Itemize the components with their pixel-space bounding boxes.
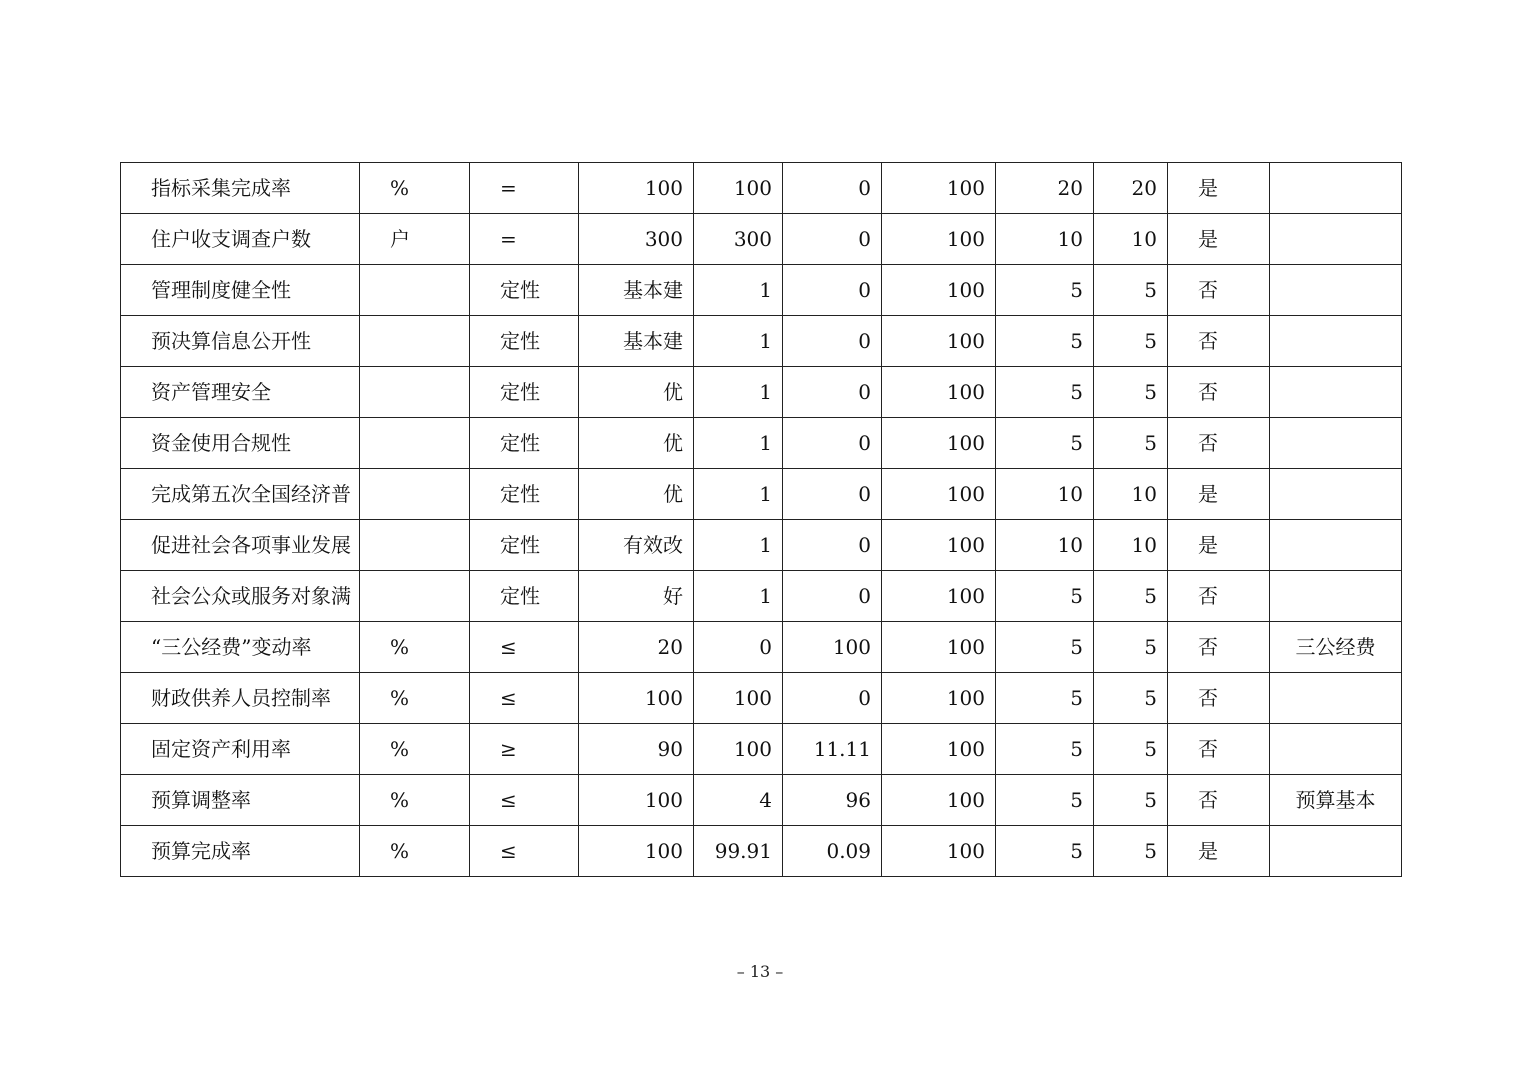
weight-cell: 5 bbox=[996, 622, 1094, 673]
target-value-cell: 100 bbox=[579, 673, 694, 724]
operator-cell: ≥ bbox=[470, 724, 579, 775]
actual-value-cell: 99.91 bbox=[694, 826, 783, 877]
operator-cell: 定性 bbox=[470, 418, 579, 469]
weight-cell: 10 bbox=[996, 469, 1094, 520]
completion-rate-cell: 100 bbox=[882, 316, 996, 367]
unit-cell bbox=[360, 571, 470, 622]
indicator-name-cell: 预算调整率 bbox=[121, 775, 360, 826]
actual-value-cell: 100 bbox=[694, 673, 783, 724]
note-cell bbox=[1270, 163, 1402, 214]
actual-value-cell: 300 bbox=[694, 214, 783, 265]
score-cell: 5 bbox=[1094, 418, 1168, 469]
completion-rate-cell: 100 bbox=[882, 571, 996, 622]
deviation-cell: 0.09 bbox=[783, 826, 882, 877]
target-value-cell: 100 bbox=[579, 775, 694, 826]
operator-cell: 定性 bbox=[470, 469, 579, 520]
target-value-cell: 优 bbox=[579, 418, 694, 469]
core-indicator-cell: 否 bbox=[1168, 265, 1270, 316]
score-cell: 10 bbox=[1094, 520, 1168, 571]
page-number: – 13 – bbox=[736, 962, 784, 981]
completion-rate-cell: 100 bbox=[882, 724, 996, 775]
core-indicator-cell: 否 bbox=[1168, 418, 1270, 469]
target-value-cell: 基本建 bbox=[579, 265, 694, 316]
core-indicator-cell: 否 bbox=[1168, 622, 1270, 673]
indicator-name-cell: 预决算信息公开性 bbox=[121, 316, 360, 367]
target-value-cell: 100 bbox=[579, 826, 694, 877]
operator-cell: 定性 bbox=[470, 571, 579, 622]
completion-rate-cell: 100 bbox=[882, 367, 996, 418]
unit-cell: % bbox=[360, 775, 470, 826]
note-cell bbox=[1270, 571, 1402, 622]
note-cell bbox=[1270, 367, 1402, 418]
target-value-cell: 90 bbox=[579, 724, 694, 775]
performance-indicator-table bbox=[120, 162, 1402, 877]
deviation-cell: 0 bbox=[783, 367, 882, 418]
unit-cell bbox=[360, 316, 470, 367]
completion-rate-cell: 100 bbox=[882, 469, 996, 520]
score-cell: 5 bbox=[1094, 724, 1168, 775]
table-row bbox=[121, 673, 1402, 724]
weight-cell: 5 bbox=[996, 367, 1094, 418]
unit-cell: % bbox=[360, 622, 470, 673]
core-indicator-cell: 否 bbox=[1168, 775, 1270, 826]
operator-cell: 定性 bbox=[470, 265, 579, 316]
core-indicator-cell: 否 bbox=[1168, 571, 1270, 622]
operator-cell: ≤ bbox=[470, 673, 579, 724]
actual-value-cell: 0 bbox=[694, 622, 783, 673]
target-value-cell: 20 bbox=[579, 622, 694, 673]
weight-cell: 5 bbox=[996, 571, 1094, 622]
table-row bbox=[121, 367, 1402, 418]
core-indicator-cell: 是 bbox=[1168, 520, 1270, 571]
core-indicator-cell: 否 bbox=[1168, 367, 1270, 418]
unit-cell bbox=[360, 469, 470, 520]
indicator-name-cell: 固定资产利用率 bbox=[121, 724, 360, 775]
note-cell bbox=[1270, 265, 1402, 316]
operator-cell: 定性 bbox=[470, 367, 579, 418]
unit-cell bbox=[360, 265, 470, 316]
actual-value-cell: 1 bbox=[694, 316, 783, 367]
table-row bbox=[121, 622, 1402, 673]
target-value-cell: 有效改 bbox=[579, 520, 694, 571]
core-indicator-cell: 否 bbox=[1168, 724, 1270, 775]
core-indicator-cell: 否 bbox=[1168, 673, 1270, 724]
table-body bbox=[121, 163, 1402, 877]
actual-value-cell: 100 bbox=[694, 724, 783, 775]
actual-value-cell: 1 bbox=[694, 469, 783, 520]
deviation-cell: 11.11 bbox=[783, 724, 882, 775]
target-value-cell: 300 bbox=[579, 214, 694, 265]
actual-value-cell: 1 bbox=[694, 571, 783, 622]
completion-rate-cell: 100 bbox=[882, 520, 996, 571]
indicator-name-cell: 预算完成率 bbox=[121, 826, 360, 877]
note-cell bbox=[1270, 418, 1402, 469]
deviation-cell: 0 bbox=[783, 316, 882, 367]
weight-cell: 5 bbox=[996, 418, 1094, 469]
weight-cell: 5 bbox=[996, 775, 1094, 826]
score-cell: 5 bbox=[1094, 622, 1168, 673]
operator-cell: = bbox=[470, 214, 579, 265]
operator-cell: = bbox=[470, 163, 579, 214]
unit-cell: % bbox=[360, 163, 470, 214]
completion-rate-cell: 100 bbox=[882, 673, 996, 724]
note-cell bbox=[1270, 214, 1402, 265]
indicator-name-cell: 财政供养人员控制率 bbox=[121, 673, 360, 724]
note-cell: 三公经费 bbox=[1270, 622, 1402, 673]
deviation-cell: 0 bbox=[783, 163, 882, 214]
weight-cell: 5 bbox=[996, 265, 1094, 316]
note-cell bbox=[1270, 724, 1402, 775]
deviation-cell: 0 bbox=[783, 214, 882, 265]
score-cell: 10 bbox=[1094, 469, 1168, 520]
core-indicator-cell: 是 bbox=[1168, 163, 1270, 214]
deviation-cell: 0 bbox=[783, 520, 882, 571]
weight-cell: 5 bbox=[996, 826, 1094, 877]
score-cell: 20 bbox=[1094, 163, 1168, 214]
deviation-cell: 96 bbox=[783, 775, 882, 826]
deviation-cell: 0 bbox=[783, 418, 882, 469]
note-cell bbox=[1270, 520, 1402, 571]
core-indicator-cell: 是 bbox=[1168, 469, 1270, 520]
target-value-cell: 100 bbox=[579, 163, 694, 214]
weight-cell: 5 bbox=[996, 316, 1094, 367]
table-row bbox=[121, 571, 1402, 622]
weight-cell: 10 bbox=[996, 520, 1094, 571]
score-cell: 5 bbox=[1094, 316, 1168, 367]
target-value-cell: 优 bbox=[579, 367, 694, 418]
table-row bbox=[121, 724, 1402, 775]
actual-value-cell: 1 bbox=[694, 265, 783, 316]
indicator-name-cell: 促进社会各项事业发展 bbox=[121, 520, 360, 571]
target-value-cell: 优 bbox=[579, 469, 694, 520]
indicator-name-cell: 社会公众或服务对象满 bbox=[121, 571, 360, 622]
actual-value-cell: 4 bbox=[694, 775, 783, 826]
score-cell: 5 bbox=[1094, 367, 1168, 418]
unit-cell bbox=[360, 418, 470, 469]
note-cell bbox=[1270, 316, 1402, 367]
score-cell: 5 bbox=[1094, 265, 1168, 316]
table-row bbox=[121, 826, 1402, 877]
actual-value-cell: 1 bbox=[694, 367, 783, 418]
weight-cell: 10 bbox=[996, 214, 1094, 265]
weight-cell: 20 bbox=[996, 163, 1094, 214]
indicator-name-cell: 指标采集完成率 bbox=[121, 163, 360, 214]
weight-cell: 5 bbox=[996, 673, 1094, 724]
deviation-cell: 100 bbox=[783, 622, 882, 673]
actual-value-cell: 1 bbox=[694, 418, 783, 469]
note-cell: 预算基本 bbox=[1270, 775, 1402, 826]
completion-rate-cell: 100 bbox=[882, 622, 996, 673]
completion-rate-cell: 100 bbox=[882, 214, 996, 265]
score-cell: 10 bbox=[1094, 214, 1168, 265]
deviation-cell: 0 bbox=[783, 469, 882, 520]
indicator-name-cell: “三公经费”变动率 bbox=[121, 622, 360, 673]
table-row bbox=[121, 520, 1402, 571]
deviation-cell: 0 bbox=[783, 673, 882, 724]
score-cell: 5 bbox=[1094, 826, 1168, 877]
indicator-name-cell: 资产管理安全 bbox=[121, 367, 360, 418]
deviation-cell: 0 bbox=[783, 571, 882, 622]
note-cell bbox=[1270, 469, 1402, 520]
target-value-cell: 基本建 bbox=[579, 316, 694, 367]
note-cell bbox=[1270, 673, 1402, 724]
indicator-name-cell: 完成第五次全国经济普 bbox=[121, 469, 360, 520]
unit-cell: 户 bbox=[360, 214, 470, 265]
weight-cell: 5 bbox=[996, 724, 1094, 775]
deviation-cell: 0 bbox=[783, 265, 882, 316]
target-value-cell: 好 bbox=[579, 571, 694, 622]
score-cell: 5 bbox=[1094, 775, 1168, 826]
actual-value-cell: 1 bbox=[694, 520, 783, 571]
core-indicator-cell: 是 bbox=[1168, 826, 1270, 877]
table-row bbox=[121, 418, 1402, 469]
completion-rate-cell: 100 bbox=[882, 826, 996, 877]
table-row bbox=[121, 316, 1402, 367]
unit-cell bbox=[360, 367, 470, 418]
operator-cell: 定性 bbox=[470, 316, 579, 367]
table-row bbox=[121, 163, 1402, 214]
unit-cell bbox=[360, 520, 470, 571]
operator-cell: ≤ bbox=[470, 775, 579, 826]
score-cell: 5 bbox=[1094, 571, 1168, 622]
note-cell bbox=[1270, 826, 1402, 877]
actual-value-cell: 100 bbox=[694, 163, 783, 214]
unit-cell: % bbox=[360, 826, 470, 877]
completion-rate-cell: 100 bbox=[882, 163, 996, 214]
table-row bbox=[121, 775, 1402, 826]
score-cell: 5 bbox=[1094, 673, 1168, 724]
operator-cell: 定性 bbox=[470, 520, 579, 571]
completion-rate-cell: 100 bbox=[882, 265, 996, 316]
indicator-name-cell: 管理制度健全性 bbox=[121, 265, 360, 316]
core-indicator-cell: 否 bbox=[1168, 316, 1270, 367]
unit-cell: % bbox=[360, 724, 470, 775]
core-indicator-cell: 是 bbox=[1168, 214, 1270, 265]
operator-cell: ≤ bbox=[470, 622, 579, 673]
completion-rate-cell: 100 bbox=[882, 775, 996, 826]
table-row bbox=[121, 214, 1402, 265]
unit-cell: % bbox=[360, 673, 470, 724]
table-row bbox=[121, 265, 1402, 316]
indicator-name-cell: 住户收支调查户数 bbox=[121, 214, 360, 265]
completion-rate-cell: 100 bbox=[882, 418, 996, 469]
table-row bbox=[121, 469, 1402, 520]
operator-cell: ≤ bbox=[470, 826, 579, 877]
indicator-name-cell: 资金使用合规性 bbox=[121, 418, 360, 469]
